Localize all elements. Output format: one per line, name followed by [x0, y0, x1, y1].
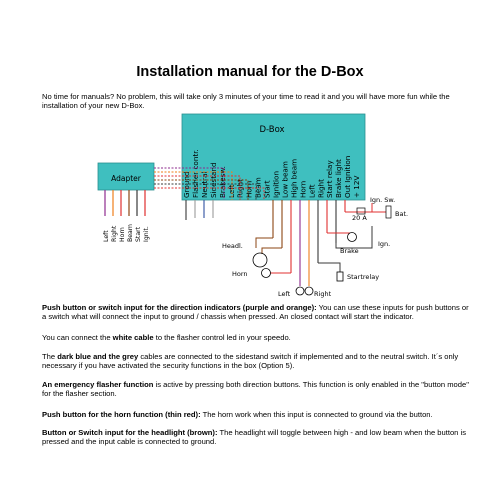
dbox-pin-label-16: Start relay — [325, 160, 335, 198]
brake-light-symbol — [348, 233, 357, 242]
brake-label: Brake — [340, 247, 359, 255]
ign-label: Ign. — [378, 240, 391, 248]
dbox-pin-label-5: Left — [226, 184, 236, 198]
dbox-pin-label-10: Ignition — [271, 170, 281, 198]
dbox-label: D-Box — [259, 125, 285, 135]
dbox-pin-label-6: Right — [235, 179, 245, 198]
adapter-pin-label-3: Beam — [127, 224, 134, 242]
adapter-pin-label-5: Ignit. — [143, 226, 150, 242]
dbox-pin-label-15: Right — [316, 179, 326, 198]
startrelay-label: Startrelay — [347, 273, 380, 281]
right-label: Right — [314, 290, 332, 298]
adapter-pin-label-2: Horn — [119, 227, 126, 242]
left-label: Left — [278, 290, 291, 298]
fuse-label: 20 A — [352, 214, 367, 222]
dbox-pin-label-3: Sidestand — [208, 162, 218, 198]
adapter-pin-label-4: Start — [135, 226, 142, 242]
dbox-pin-label-1: Flasher contr. — [190, 149, 200, 198]
adapter-wires — [105, 190, 145, 216]
paragraph-direction-indicators: Push button or switch input for the direction indicators (purple and orange): You can use these inputs for push buttons or a switch what will connect the input to ground / chassis when pressed. An closed contact will start the indicator. — [42, 303, 469, 322]
dbox-pin-label-4: Brakesw. — [217, 166, 227, 198]
horn-label: Horn — [232, 270, 248, 278]
dbox-pin-label-11: Low beam — [280, 161, 290, 198]
left-indicator-symbol — [296, 287, 304, 295]
dbox-pin-label-14: Left — [307, 184, 317, 198]
dbox-wires — [186, 200, 345, 286]
startrelay-symbol — [337, 272, 343, 281]
dbox-pin-label-9: Start — [262, 180, 272, 198]
wiring-diagram — [0, 108, 500, 298]
paragraph-emergency-flasher: An emergency flasher function is active by pressing both direction buttons. This function is only enabled in the "button mode" for the flasher section. — [42, 380, 469, 399]
dbox-pin-label-17: Brake light — [334, 159, 344, 198]
dbox-pin-label-19: + 12V — [352, 175, 362, 198]
dbox-pin-label-13: Horn — [298, 180, 308, 198]
dbox-pin-label-7: Horn — [244, 180, 254, 198]
paragraph-headlight: Button or Switch input for the headlight (brown): The headlight will toggle between high - and low beam when the button is pressed and the input cable is connected to ground. — [42, 428, 466, 447]
intro-paragraph: No time for manuals? No problem, this will take only 3 minutes of your time to read it and you will have more fun while the installation of your new D-Box. — [42, 92, 450, 111]
paragraph-white-cable: You can connect the white cable to the flasher control led in your speedo. — [42, 333, 291, 342]
headlight-label: Headl. — [222, 242, 243, 250]
paragraph-sidestand: The dark blue and the grey cables are connected to the sidestand switch if implemented and to the neutral switch. It´s only necessary if you have activated the security functions in the box (Option 5). — [42, 352, 459, 371]
dbox-pin-label-2: Neutral — [199, 171, 209, 198]
horn-symbol — [262, 269, 271, 278]
adapter-pin-label-0: Left — [103, 230, 110, 242]
bat-label: Bat. — [395, 210, 409, 218]
adapter-pin-label-1: Right — [111, 225, 118, 242]
ign-sw-label: Ign. Sw. — [370, 196, 396, 204]
adapter-pin-labels — [103, 224, 150, 242]
adapter-label: Adapter — [111, 174, 141, 183]
dbox-pin-label-0: Ground — [182, 171, 191, 198]
dbox-pin-label-12: High beam — [289, 158, 299, 198]
right-indicator-symbol — [305, 287, 313, 295]
dbox-pin-label-18: Out Ignition — [343, 155, 353, 198]
paragraph-horn: Push button for the horn function (thin red): The horn work when this input is connected to ground via the button. — [42, 410, 433, 419]
page-title: Installation manual for the D-Box — [136, 64, 364, 80]
dbox-pin-label-8: Beam — [253, 177, 263, 198]
battery-symbol — [386, 206, 391, 218]
headlight-symbol — [253, 253, 267, 267]
